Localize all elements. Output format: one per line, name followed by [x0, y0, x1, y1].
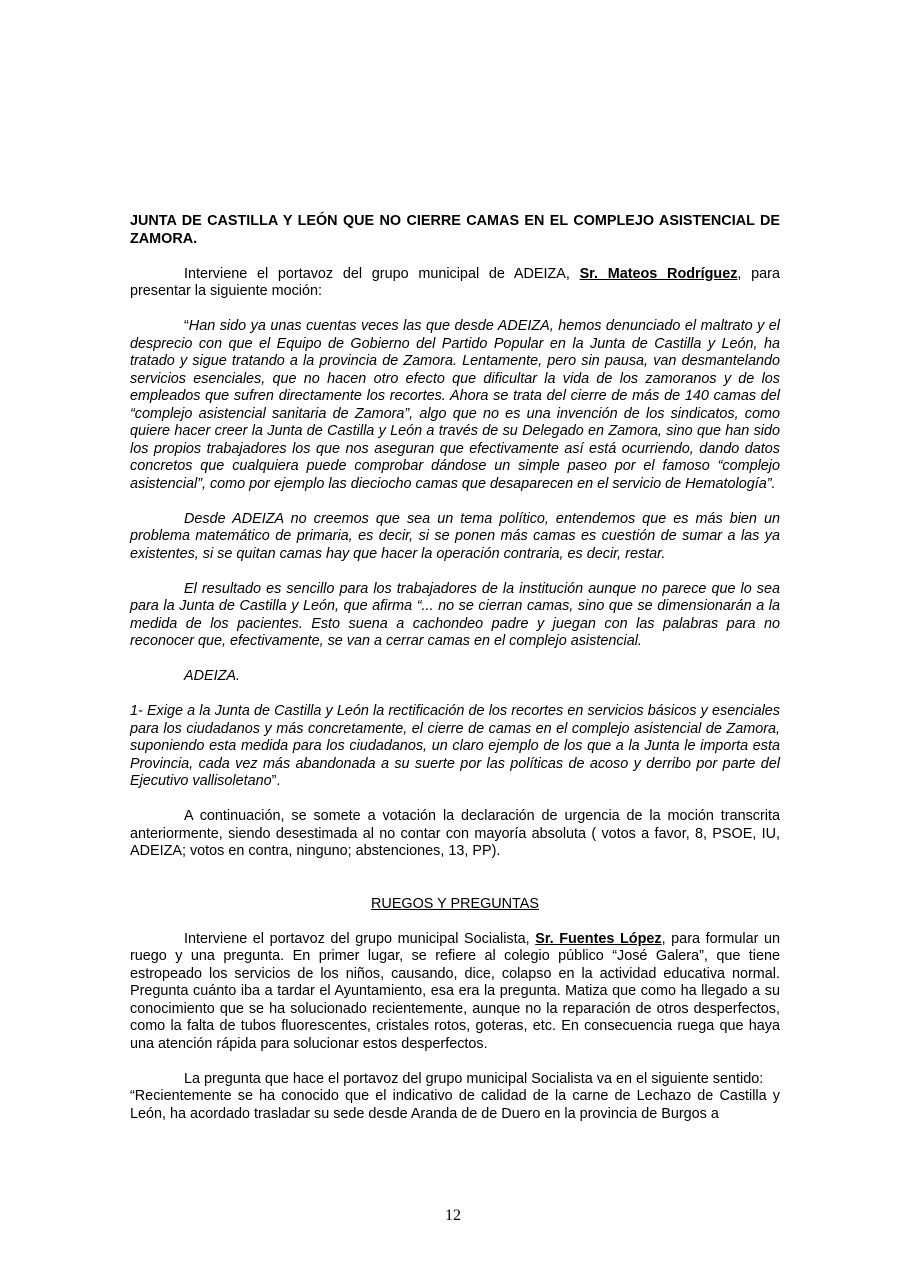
- intro-text-end: , para presentar la siguiente moción:: [130, 265, 780, 299]
- motion-signature: ADEIZA.: [184, 668, 240, 684]
- speaker-name: Sr. Mateos Rodríguez: [579, 265, 738, 282]
- motion-paragraph-3: El resultado es sencillo para los trabajadores de la institución aunque no parece que lo sea para la Junta de Castilla y León, que afirma “... no se cierran camas, sino que se dimensionarán a la medida de los pacientes. Esto suena a cachondeo padre y juegan con las palabras para no reconocer que, efectivamente, se van a cerrar camas en el complejo asistencial.: [130, 580, 780, 649]
- close-quote: ”.: [271, 773, 281, 789]
- vote-paragraph: A continuación, se somete a votación la declaración de urgencia de la moción transcrita anteriormente, siendo desestimada al no contar con mayoría absoluta ( votos a favor, 8, PSOE, IU, ADEIZA; votos en contra, ninguno; abstenciones, 13, PP).: [130, 808, 780, 859]
- document-body: [130, 213, 780, 1123]
- ruego-text-end: , para formular un ruego y una pregunta. En primer lugar, se refiere al colegio público “José Galera”, que tiene estropeado los servicios de los niños, causando, dice, colapso en la actividad educativa normal. Pregunta cuánto iba a tardar el Ayuntamiento, esa era la pregunta. Matiza que como ha llegado a su conocimiento que se ha solucionado recientemente, aunque no la reparación de otros desperfectos, como la falta de tubos fluorescentes, cristales rotos, goteras, etc. En consecuencia ruega que haya una atención rápida para solucionar estos desperfectos.: [130, 930, 780, 1052]
- motion-heading: JUNTA DE CASTILLA Y LEÓN QUE NO CIERRE CAMAS EN EL COMPLEJO ASISTENCIAL DE ZAMORA.: [130, 213, 780, 247]
- section-title: RUEGOS Y PREGUNTAS: [371, 895, 539, 912]
- open-quote: “: [184, 318, 189, 334]
- speaker-name-2: Sr. Fuentes López: [535, 930, 662, 947]
- motion-paragraph-1: [130, 318, 780, 493]
- motion-request-text: 1- Exige a la Junta de Castilla y León la rectificación de los recortes en servicios básicos y esenciales para los ciudadanos y más concretamente, el cierre de camas en el complejo asistencial de Zamora, suponiendo esta medida para los ciudadanos, un claro ejemplo de los que a la Junta le importa esta Provincia, cada vez más abandonada a su suerte por las políticas de acoso y derribo por parte del Ejecutivo vallisoletano: [130, 703, 780, 789]
- intro-paragraph: [130, 266, 780, 301]
- question-text: “Recientemente se ha conocido que el indicativo de calidad de la carne de Lechazo de Castilla y León, ha acordado trasladar su sede desde Aranda de de Duero en la provincia de Burgos a: [130, 1088, 780, 1122]
- motion-paragraph-2: Desde ADEIZA no creemos que sea un tema político, entendemos que es más bien un problema matemático de primaria, es decir, si se ponen más camas es cuestión de sumar a las ya existentes, si se quitan camas hay que hacer la operación contraria, es decir, restar.: [130, 510, 780, 562]
- page-number: 12: [445, 1207, 461, 1224]
- ruego-paragraph: [130, 931, 780, 1054]
- question-intro: La pregunta que hace el portavoz del grupo municipal Socialista va en el siguiente sentido:: [184, 1070, 764, 1087]
- motion-request: [130, 703, 780, 791]
- ruego-text: Interviene el portavoz del grupo municipal Socialista,: [184, 930, 536, 947]
- intro-text: Interviene el portavoz del grupo municipal de ADEIZA,: [184, 265, 580, 282]
- motion-text-1: Han sido ya unas cuentas veces las que desde ADEIZA, hemos denunciado el maltrato y el desprecio con que el Equipo de Gobierno del Partido Popular en la Junta de Castilla y León, ha tratado y sigue tratando a la provincia de Zamora. Lentamente, pero sin pausa, van desmantelando servicios esenciales, que no hacen otro efecto que dificultar la vida de los zamoranos y de los empleados que sufren directamente los recortes. Ahora se trata del cierre de más de 140 camas del “complejo asistencial sanitaria de Zamora”, algo que no es una invención de los sindicatos, como quiere hacer creer la Junta de Castilla y León a través de su Delegado en Zamora, sino que han sido los propios trabajadores los que nos aseguran que efectivamente así está ocurriendo, dando datos concretos que cualquiera puede comprobar dándose un simple paseo por el famoso “complejo asistencial”, como por ejemplo las dieciocho camas que desaparecen en el servicio de Hematología”.: [130, 318, 780, 492]
